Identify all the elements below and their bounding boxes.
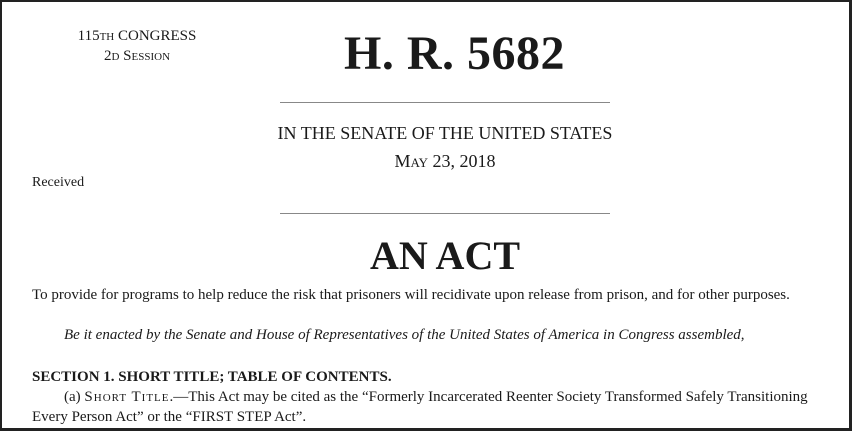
subsection-label: (a) bbox=[64, 389, 81, 405]
middle-divider bbox=[280, 213, 610, 214]
section-heading: SECTION 1. SHORT TITLE; TABLE OF CONTENTS. bbox=[32, 369, 392, 385]
session-label: 2d Session bbox=[103, 48, 171, 64]
act-title: AN ACT bbox=[369, 233, 521, 278]
congress-label: 115th CONGRESS bbox=[77, 28, 197, 44]
top-divider bbox=[280, 102, 610, 103]
date-line: May 23, 2018 bbox=[394, 151, 496, 171]
status-received: Received bbox=[32, 175, 85, 190]
bill-number: H. R. 5682 bbox=[344, 27, 565, 80]
subsection-text: .—This Act may be cited as the “Formerly Incarcerated Reenter Society Transformed Safely Transitioning Every Person Act” or the “FIRST STEP Act”. bbox=[32, 389, 808, 425]
purpose-statement: To provide for programs to help reduce the risk that prisoners will recidivate upon release from prison, and for other purposes. bbox=[32, 287, 790, 303]
subsection-title: Short Title bbox=[84, 389, 170, 405]
chamber-heading: IN THE SENATE OF THE UNITED STATES bbox=[277, 123, 613, 143]
section-paragraph bbox=[32, 387, 832, 427]
congress-session-block bbox=[62, 26, 212, 66]
enacting-clause: Be it enacted by the Senate and House of Representatives of the United States of America in Congress assembled, bbox=[64, 327, 745, 343]
